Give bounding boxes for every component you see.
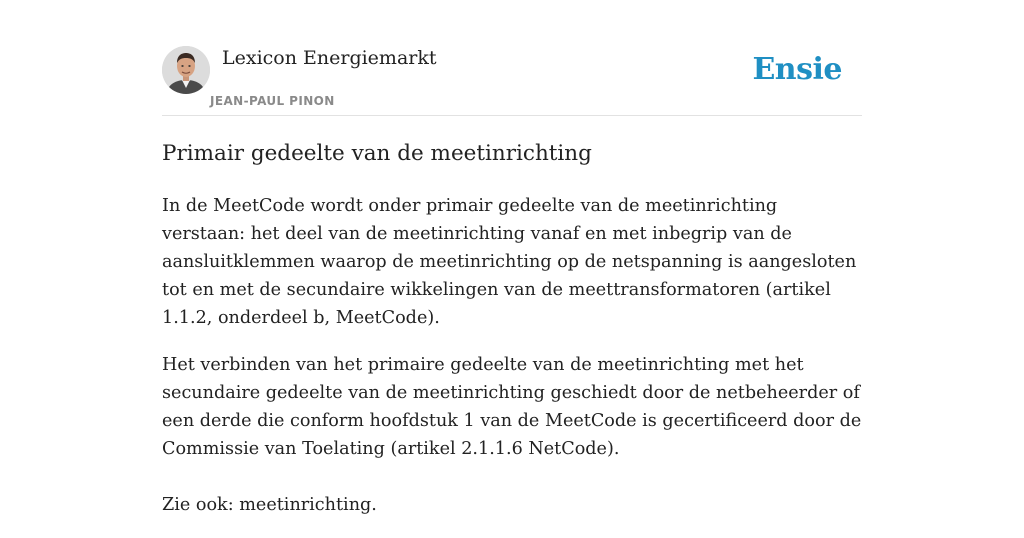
header bbox=[162, 44, 862, 116]
entry-content bbox=[162, 192, 862, 538]
see-also-link[interactable]: meetinrichting bbox=[239, 495, 372, 515]
brand-logo[interactable]: Ensie bbox=[752, 52, 842, 87]
see-also bbox=[162, 491, 862, 519]
page bbox=[162, 0, 862, 515]
author-avatar[interactable] bbox=[162, 46, 210, 94]
entry-paragraph: In de MeetCode wordt onder primair gedeelte van de meetinrichting verstaan: het deel van de meetinrichting vanaf en met inbegrip van de aansluitklemmen waarop de meetinrichting op de netspanning is aangesloten tot en met de secundaire wikkelingen van de meettransformatoren (artikel 1.1.2, onderdeel b, MeetCode). bbox=[162, 196, 857, 328]
lexicon-title-link[interactable]: Lexicon Energiemarkt bbox=[222, 47, 437, 69]
author-name[interactable]: JEAN-PAUL PINON bbox=[210, 94, 335, 108]
entry-title: Primair gedeelte van de meetinrichting bbox=[162, 141, 592, 166]
author-portrait-icon bbox=[162, 46, 210, 94]
see-also-suffix: . bbox=[371, 495, 377, 515]
see-also-label: Zie ook: bbox=[162, 495, 240, 515]
entry-paragraph: Het verbinden van het primaire gedeelte van de meetinrichting met het secundaire gedeelte van de meetinrichting geschiedt door de netbeheerder of een derde die conform hoofdstuk 1 van de MeetCode is gecertificeerd door de Commissie van Toelating (artikel 2.1.1.6 NetCode). bbox=[162, 355, 862, 459]
